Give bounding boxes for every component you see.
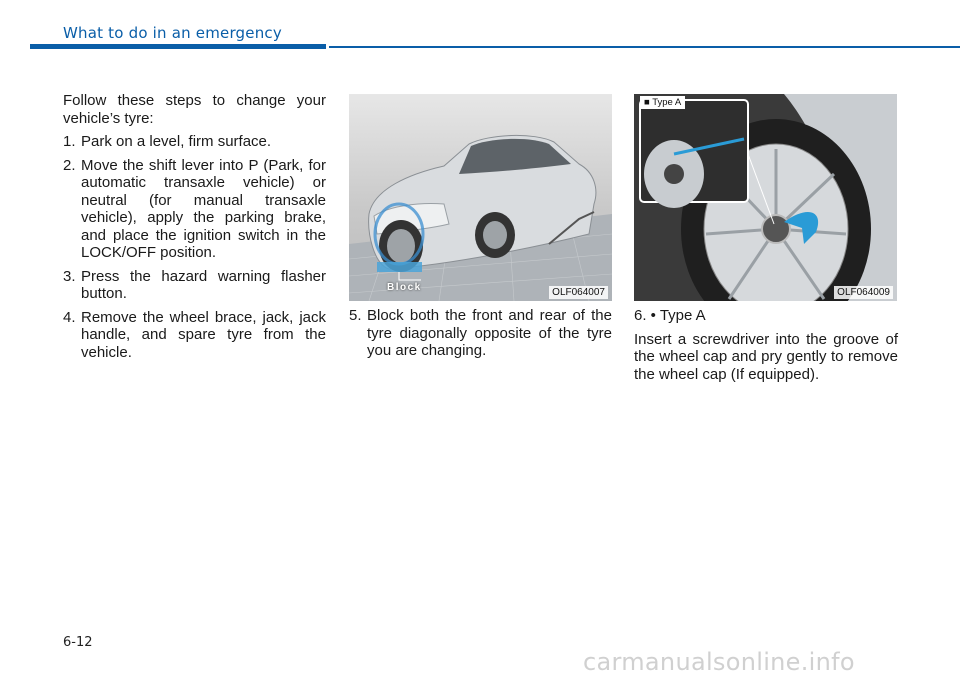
step-number: 5. <box>349 307 362 324</box>
step-number: 3. <box>63 267 76 285</box>
step-number: 4. <box>63 308 76 326</box>
list-item <box>63 268 326 303</box>
step-text: Move the shift lever into P (Park, for automatic transaxle vehicle) or neutral (for manual transaxle vehicle), apply the parking brake, and place the ignition switch in the LOCK/OFF position. <box>81 156 326 261</box>
wheel-illustration <box>634 94 897 301</box>
header-rule-thick <box>30 44 326 49</box>
steps-list <box>349 307 612 360</box>
step-text: Press the hazard warning flasher button. <box>81 267 326 302</box>
figure-wheel-cap <box>634 94 897 301</box>
figure-code: OLF064009 <box>834 286 893 299</box>
list-item <box>63 309 326 362</box>
figure-label-block: Block <box>387 282 422 293</box>
step-text: Remove the wheel brace, jack, jack handle, and spare tyre from the vehicle. <box>81 308 326 361</box>
step6-text: Insert a screwdriver into the groove of the wheel cap and pry gently to remove the wheel cap (If equipped). <box>634 330 898 383</box>
step-text: Park on a level, firm surface. <box>81 133 272 150</box>
figure-label-type-a: ■ Type A <box>640 96 685 109</box>
list-item <box>63 157 326 262</box>
header-rule-thin <box>329 46 960 48</box>
car-illustration <box>349 94 612 301</box>
section-title: What to do in an emergency <box>63 24 282 42</box>
steps-list <box>63 133 326 361</box>
column-left <box>63 92 326 367</box>
step-number: 2. <box>63 156 76 174</box>
step-text: Block both the front and rear of the tyre diagonally opposite of the tyre you are changing. <box>367 307 612 359</box>
page-number: 6-12 <box>63 635 93 650</box>
watermark: carmanualsonline.info <box>583 648 855 676</box>
list-item <box>349 307 612 360</box>
column-right <box>634 307 898 389</box>
step6-heading: 6. • Type A <box>634 307 706 324</box>
figure-code: OLF064007 <box>549 286 608 299</box>
step-number: 1. <box>63 133 76 150</box>
list-item <box>63 133 326 151</box>
column-middle <box>349 307 612 366</box>
figure-car-wheel-block <box>349 94 612 301</box>
intro-paragraph: Follow these steps to change your vehicle’s tyre: <box>63 92 326 127</box>
